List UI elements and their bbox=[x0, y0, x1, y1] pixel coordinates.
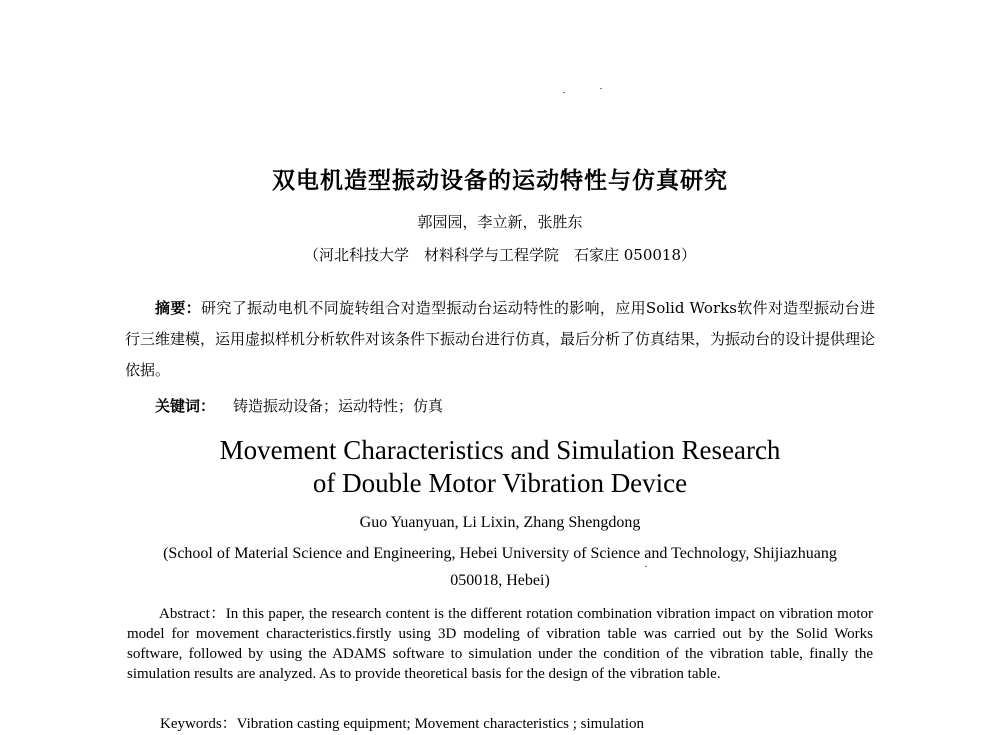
english-title-line-1: Movement Characteristics and Simulation Research bbox=[219, 435, 781, 465]
english-affiliation bbox=[125, 540, 875, 594]
chinese-keywords-label: 关键词： bbox=[155, 397, 216, 415]
chinese-abstract-text: 研究了振动电机不同旋转组合对造型振动台运动特性的影响，应用Solid Works软件对造型振动台进行三维建模，运用虚拟样机分析软件对该条件下振动台进行仿真，最后分析了仿真结果，为振动台的设计提供理论依据。 bbox=[125, 299, 876, 379]
english-keywords-label: Keywords： bbox=[160, 716, 237, 732]
english-title bbox=[0, 434, 1000, 500]
chinese-keywords-text: 铸造振动设备；运动特性；仿真 bbox=[233, 397, 444, 415]
chinese-abstract-label: 摘要： bbox=[155, 299, 202, 317]
english-abstract-label: Abstract： bbox=[159, 606, 226, 622]
chinese-title: 双电机造型振动设备的运动特性与仿真研究 bbox=[272, 168, 728, 194]
english-affiliation-line-2: 050018, Hebei) bbox=[450, 572, 550, 589]
english-keywords bbox=[160, 712, 644, 733]
english-affiliation-line-1: (School of Material Science and Engineering, Hebei University of Science and Technology, Shijiazhuang bbox=[163, 545, 837, 562]
english-title-line-2: of Double Motor Vibration Device bbox=[312, 468, 688, 498]
chinese-authors: 郭园园，李立新，张胜东 bbox=[417, 213, 583, 231]
scan-speck bbox=[563, 92, 565, 93]
english-keywords-text: Vibration casting equipment; Movement characteristics ; simulation bbox=[236, 716, 644, 732]
english-abstract bbox=[127, 604, 873, 684]
english-abstract-text: In this paper, the research content is the different rotation combination vibration impact on vibration motor model for movement characteristics.firstly using 3D modeling of vibration table was carried out by the Solid Works software, followed by using the ADAMS software to simulation under the condition of the vibration table, finally the simulation results are analyzed. As to provide theoretical basis for the design of the vibration table. bbox=[127, 606, 873, 682]
scan-speck bbox=[600, 88, 602, 89]
chinese-abstract bbox=[125, 293, 875, 386]
english-authors: Guo Yuanyuan, Li Lixin, Zhang Shengdong bbox=[359, 514, 641, 531]
chinese-keywords bbox=[155, 395, 443, 416]
chinese-affiliation: （河北科技大学 材料科学与工程学院 石家庄 050018） bbox=[303, 246, 697, 264]
